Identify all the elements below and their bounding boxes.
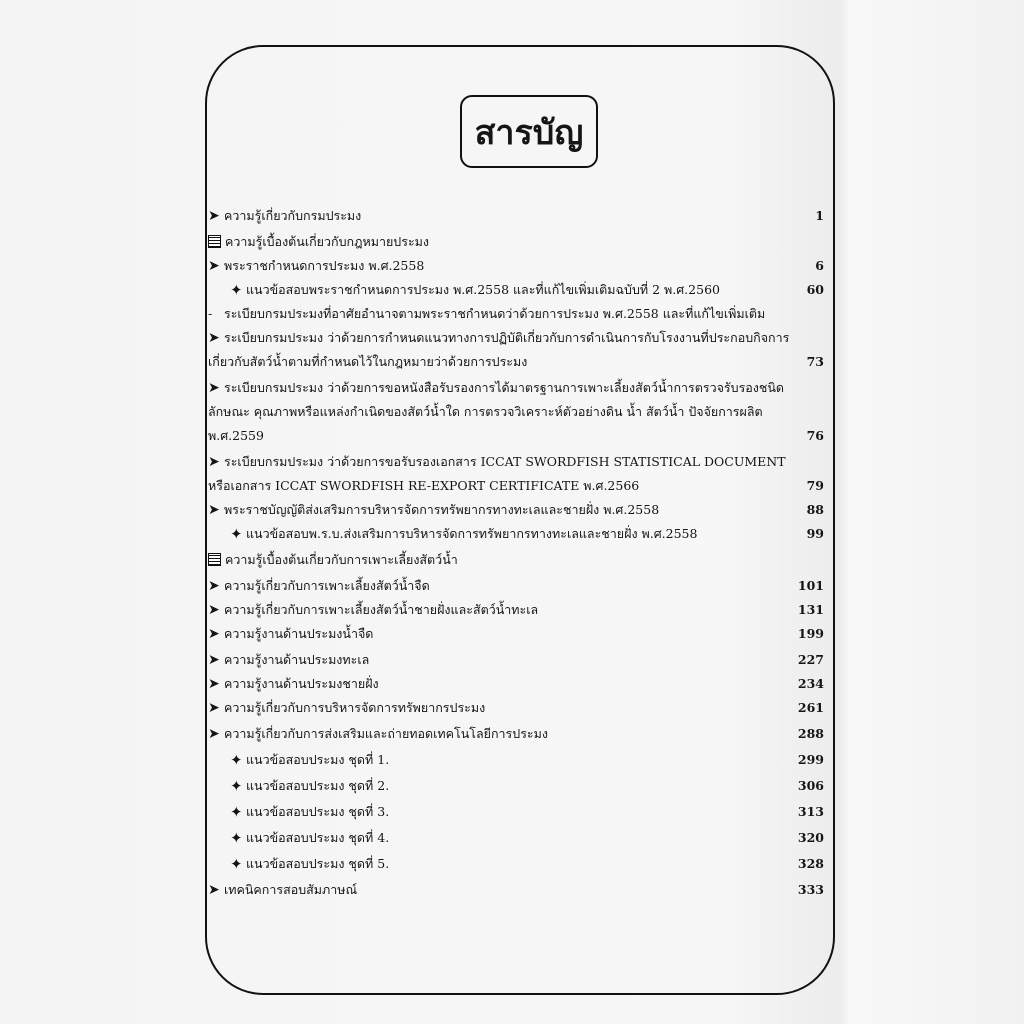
toc-entry-content [208, 723, 548, 745]
star-bullet-icon: ✦ [230, 803, 243, 821]
star-bullet-icon: ✦ [230, 777, 243, 795]
toc-entry-title: แนวข้อสอบประมง ชุดที่ 5. [246, 856, 390, 871]
toc-page-number: 99 [806, 526, 824, 541]
toc-page-number: 88 [806, 502, 824, 517]
toc-entry-content [208, 451, 786, 473]
arrow-bullet-icon: ➤ [208, 258, 220, 274]
toc-page-number: 1 [815, 208, 824, 223]
toc-entry [0, 879, 1024, 901]
toc-entry [0, 697, 1024, 719]
toc-entry-title: ความรู้งานด้านประมงทะเล [224, 652, 370, 667]
toc-entry [0, 425, 1024, 447]
toc-entry-content [208, 879, 357, 901]
toc-page-number: 101 [797, 578, 824, 593]
toc-entry-content [208, 499, 659, 521]
toc-entry-title: ความรู้เกี่ยวกับการบริหารจัดการทรัพยากรประมง [224, 700, 486, 715]
star-bullet-icon: ✦ [230, 525, 243, 543]
toc-entry-title: เทคนิคการสอบสัมภาษณ์ [224, 882, 358, 897]
toc-entry [0, 499, 1024, 521]
toc-entry-title: ความรู้งานด้านประมงชายฝั่ง [224, 676, 379, 691]
toc-page-number: 234 [797, 676, 824, 691]
toc-entry-content [208, 303, 765, 325]
arrow-bullet-icon: ➤ [208, 502, 220, 518]
toc-entry-title: พ.ศ.2559 [208, 428, 264, 443]
toc-entry-title: พระราชกำหนดการประมง พ.ศ.2558 [224, 258, 425, 273]
toc-entry [0, 475, 1024, 497]
book-icon [208, 235, 221, 248]
toc-entry-content [230, 749, 389, 771]
toc-entry-content [208, 575, 430, 597]
toc-entry-title: ความรู้เกี่ยวกับกรมประมง [224, 208, 362, 223]
arrow-bullet-icon: ➤ [208, 330, 220, 346]
toc-entry-content [208, 425, 264, 447]
toc-entry [0, 673, 1024, 695]
toc-entry-content [208, 697, 485, 719]
toc-entry-content [208, 377, 784, 399]
toc-entry [0, 723, 1024, 745]
toc-entry-title: ระเบียบกรมประมง ว่าด้วยการขอรับรองเอกสาร ICCAT SWORDFISH STATISTICAL DOCUMENT [224, 454, 786, 469]
toc-entry-content [208, 351, 527, 373]
toc-entry-title: พระราชบัญญัติส่งเสริมการบริหารจัดการทรัพยากรทางทะเลและชายฝั่ง พ.ศ.2558 [224, 502, 660, 517]
arrow-bullet-icon: ➤ [208, 208, 220, 224]
toc-entry-title: ความรู้เกี่ยวกับการส่งเสริมและถ่ายทอดเทคโนโลยีการประมง [224, 726, 548, 741]
toc-entry [0, 303, 1024, 325]
arrow-bullet-icon: ➤ [208, 882, 220, 898]
star-bullet-icon: ✦ [230, 829, 243, 847]
arrow-bullet-icon: ➤ [208, 726, 220, 742]
toc-entry [0, 205, 1024, 227]
toc-entry-content [208, 327, 789, 349]
toc-entry-title: ระเบียบกรมประมง ว่าด้วยการขอหนังสือรับรองการได้มาตรฐานการเพาะเลี้ยงสัตว์น้ำการตรวจรับรองชนิด [224, 380, 785, 395]
toc-entry [0, 801, 1024, 823]
toc-entry [0, 599, 1024, 621]
toc-page-number: 131 [797, 602, 824, 617]
toc-entry [0, 327, 1024, 349]
toc-entry [0, 575, 1024, 597]
toc-entry-content [208, 205, 361, 227]
toc-entry-content [208, 255, 424, 277]
toc-entry-title: แนวข้อสอบประมง ชุดที่ 1. [246, 752, 390, 767]
toc-page-number: 60 [806, 282, 824, 297]
toc-entry-content [230, 801, 389, 823]
toc-entry-title: ลักษณะ คุณภาพหรือแหล่งกำเนิดของสัตว์น้ำใด การตรวจวิเคราะห์ตัวอย่างดิน น้ำ สัตว์น้ำ ปัจจัยการผลิต [208, 404, 763, 419]
star-bullet-icon: ✦ [230, 855, 243, 873]
toc-entry-title: แนวข้อสอบประมง ชุดที่ 2. [246, 778, 390, 793]
toc-page-number: 199 [797, 626, 824, 641]
toc-entry [0, 351, 1024, 373]
toc-entry-content [208, 599, 538, 621]
toc-entry-content [230, 775, 389, 797]
toc-entry-content [208, 549, 458, 571]
toc-entry-title: ความรู้งานด้านประมงน้ำจืด [224, 626, 374, 641]
arrow-bullet-icon: ➤ [208, 652, 220, 668]
toc-entry [0, 523, 1024, 545]
toc-entry-title: แนวข้อสอบพระราชกำหนดการประมง พ.ศ.2558 และที่แก้ไขเพิ่มเติมฉบับที่ 2 พ.ศ.2560 [246, 282, 720, 297]
toc-entry [0, 549, 1024, 571]
toc-entry-title: แนวข้อสอบประมง ชุดที่ 4. [246, 830, 390, 845]
dash-bullet: - [208, 306, 213, 321]
toc-entry [0, 827, 1024, 849]
arrow-bullet-icon: ➤ [208, 700, 220, 716]
star-bullet-icon: ✦ [230, 751, 243, 769]
toc-page-number: 79 [806, 478, 824, 493]
toc-entry [0, 853, 1024, 875]
toc-entry-title: ความรู้เบื้องต้นเกี่ยวกับการเพาะเลี้ยงสัตว์น้ำ [225, 552, 458, 567]
toc-title-text: สารบัญ [474, 112, 584, 153]
toc-entry-content [208, 401, 763, 423]
toc-page-number: 261 [797, 700, 824, 715]
arrow-bullet-icon: ➤ [208, 454, 220, 470]
book-icon [208, 553, 221, 566]
star-bullet-icon: ✦ [230, 281, 243, 299]
toc-page-number: 288 [797, 726, 824, 741]
toc-entry-content [230, 279, 720, 301]
toc-entry-content [208, 231, 429, 253]
toc-entry [0, 231, 1024, 253]
toc-entry-title: แนวข้อสอบพ.ร.บ.ส่งเสริมการบริหารจัดการทรัพยากรทางทะเลและชายฝั่ง พ.ศ.2558 [246, 526, 698, 541]
toc-page-number: 76 [806, 428, 824, 443]
toc-entry-content [208, 623, 373, 645]
toc-page-number: 73 [806, 354, 824, 369]
toc-entry [0, 279, 1024, 301]
toc-entry [0, 623, 1024, 645]
toc-entry [0, 775, 1024, 797]
toc-entry [0, 649, 1024, 671]
toc-entry-title: ความรู้เกี่ยวกับการเพาะเลี้ยงสัตว์น้ำชายฝั่งและสัตว์น้ำทะเล [224, 602, 539, 617]
toc-entry-title: ระเบียบกรมประมง ว่าด้วยการกำหนดแนวทางการปฏิบัติเกี่ยวกับการดำเนินการกับโรงงานที่ประกอบกิจการ [224, 330, 790, 345]
toc-page-number: 299 [797, 752, 824, 767]
arrow-bullet-icon: ➤ [208, 578, 220, 594]
toc-entry-content [230, 827, 389, 849]
toc-entry-content [230, 523, 697, 545]
toc-page-number: 328 [797, 856, 824, 871]
arrow-bullet-icon: ➤ [208, 676, 220, 692]
toc-page-number: 306 [797, 778, 824, 793]
toc-entry-content [208, 649, 369, 671]
toc-entry-content [208, 673, 379, 695]
toc-entry-title: เกี่ยวกับสัตว์น้ำตามที่กำหนดไว้ในกฎหมายว่าด้วยการประมง [208, 354, 528, 369]
toc-entry-title: ความรู้เบื้องต้นเกี่ยวกับกฎหมายประมง [225, 234, 430, 249]
toc-page-number: 6 [815, 258, 824, 273]
toc-entry-title: ระเบียบกรมประมงที่อาศัยอำนาจตามพระราชกำหนดว่าด้วยการประมง พ.ศ.2558 และที่แก้ไขเพิ่มเติม [224, 306, 766, 321]
arrow-bullet-icon: ➤ [208, 380, 220, 396]
toc-entry-title: แนวข้อสอบประมง ชุดที่ 3. [246, 804, 390, 819]
toc-entry-content [230, 853, 389, 875]
toc-entry [0, 749, 1024, 771]
toc-entry-title: ความรู้เกี่ยวกับการเพาะเลี้ยงสัตว์น้ำจืด [224, 578, 430, 593]
toc-entry-content [208, 475, 639, 497]
toc-entry [0, 451, 1024, 473]
toc-entry [0, 255, 1024, 277]
arrow-bullet-icon: ➤ [208, 602, 220, 618]
toc-page-number: 333 [797, 882, 824, 897]
arrow-bullet-icon: ➤ [208, 626, 220, 642]
toc-page-number: 227 [797, 652, 824, 667]
toc-page-number: 313 [797, 804, 824, 819]
toc-page-number: 320 [797, 830, 824, 845]
toc-entry-title: หรือเอกสาร ICCAT SWORDFISH RE-EXPORT CERTIFICATE พ.ศ.2566 [208, 478, 640, 493]
toc-entry [0, 377, 1024, 399]
toc-entry [0, 401, 1024, 423]
